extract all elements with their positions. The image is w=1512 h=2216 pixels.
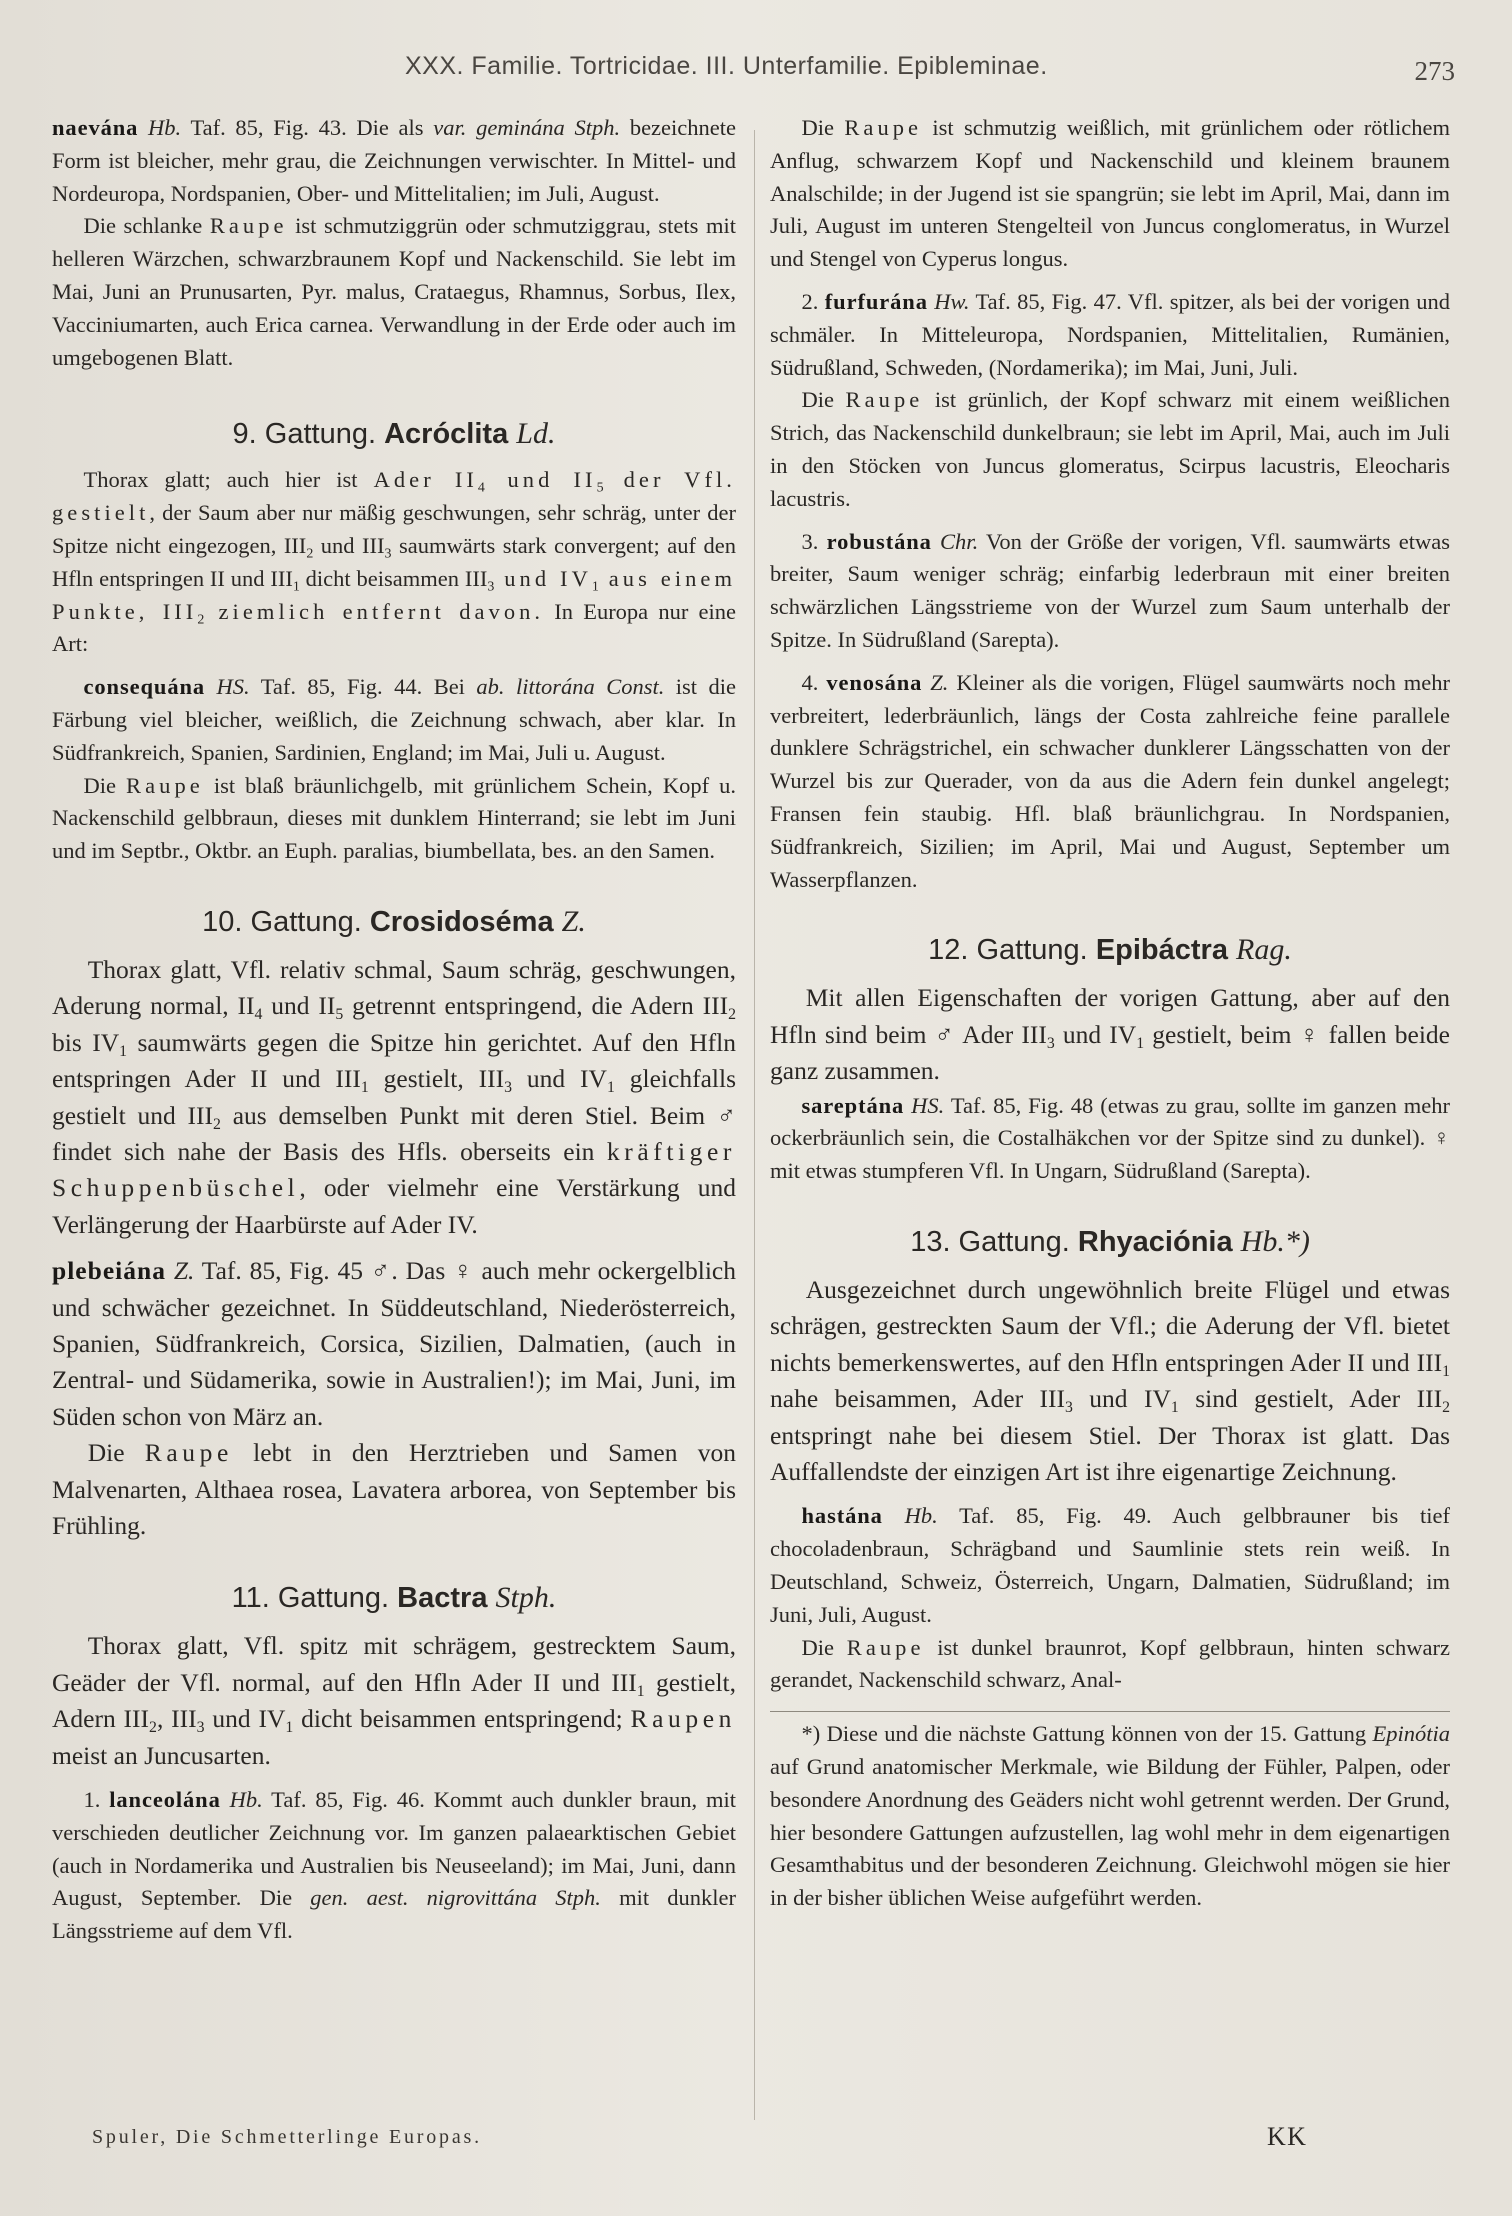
entry-text: Taf. 85, Fig. 49. Auch gelbbrauner bis tief chocoladenbraun, Schrägband und Saumlinie stets rein weiß. In Deutschland, Schweiz, Österreich, Ungarn, Dalmatien, Südrußland; im Juni, Juli, August.	[770, 1503, 1450, 1627]
publisher-line: Spuler, Die Schmetterlinge Europas.	[92, 2126, 482, 2148]
column-divider	[754, 130, 755, 2120]
vein-index: 3	[504, 1079, 512, 1097]
species-author: Chr.	[940, 528, 979, 554]
desc-text: Thorax glatt, Vfl. relativ schmal, Saum schräg, geschwungen, Aderung normal, II	[52, 954, 736, 1021]
desc-text: und IV	[1054, 1019, 1137, 1049]
species-author: Hb.	[229, 1787, 263, 1813]
desc-text: entspringt nahe bei diesem Stiel. Der Thorax ist glatt. Das Auffallendste der einzigen Art ist ihre eigenartige Zeichnung.	[770, 1420, 1450, 1486]
vein-index: 3	[1046, 1034, 1055, 1052]
larva-term: Raupe	[144, 1438, 233, 1468]
aberration-name: ab. littorána Const.	[476, 674, 665, 700]
entry-text: bezeichnete Form ist bleicher, mehr grau, die Zeichnungen verwischter. In Mittel- und Nordeuropa, Nordspanien, Ober- und Mittelitalien; im Juli, August.	[52, 115, 736, 206]
entry-hastana	[770, 1500, 1450, 1631]
larva-text: ist dunkel braunrot, Kopf gelbbraun, hinten schwarz gerandet, Nackenschild schwarz, Anal-	[770, 1634, 1450, 1693]
genus-description-11	[52, 1628, 736, 1774]
desc-text: bis IV	[52, 1027, 120, 1057]
species-name: naevána	[52, 115, 139, 140]
vein-index: 1	[636, 1682, 645, 1700]
genus-number: 10. Gattung.	[202, 905, 362, 938]
genus-heading-12	[770, 930, 1450, 970]
entry-text: Taf. 85, Fig. 48 (etwas zu grau, sollte im ganzen mehr ockerbräunlich sein, die Costalhäkchen vor der Spitze sind zu dunkel). ♀ mit etwas stumpferen Vfl. In Ungarn, Südrußland (Sarepta).	[770, 1092, 1451, 1184]
species-number: 2.	[801, 288, 819, 314]
larva-term: Raupe	[846, 1634, 925, 1660]
desc-text: und II	[262, 991, 336, 1021]
entry-furfurana	[770, 286, 1450, 384]
genus-author: Ld.	[516, 417, 556, 451]
generation-name: gen. aest. nigrovittána Stph.	[310, 1885, 601, 1911]
vein-index: 2	[728, 1006, 736, 1024]
species-name: sareptána	[801, 1092, 905, 1118]
desc-text: dicht beisammen III	[299, 565, 488, 591]
vein-index: 2	[1442, 1399, 1450, 1417]
vein-index: 1	[1442, 1362, 1450, 1380]
species-number: 4.	[801, 669, 819, 695]
variety-name: var. geminána Stph.	[433, 115, 621, 140]
species-name: venosána	[826, 669, 923, 695]
species-author: HS.	[216, 674, 250, 700]
signature-mark: KK	[1267, 2122, 1308, 2151]
genus-description-9	[52, 464, 736, 661]
species-number: 1.	[83, 1787, 101, 1813]
desc-text: In Europa nur eine Art:	[52, 598, 736, 657]
species-author: Z.	[173, 1256, 195, 1286]
vein-index: 3	[1064, 1399, 1073, 1417]
entry-lanceolana	[52, 1784, 736, 1948]
vein-index: 1	[606, 1079, 615, 1097]
vein-index: 3	[384, 546, 392, 562]
genus-heading-11	[52, 1578, 736, 1618]
desc-text: getrennt entspringend, die Adern III	[343, 991, 729, 1021]
vein-index: 1	[360, 1079, 369, 1097]
species-author: Hw.	[934, 288, 970, 314]
genus-author: Hb.*)	[1240, 1224, 1310, 1258]
page-number: 273	[1414, 56, 1455, 86]
species-name: furfurána	[824, 288, 928, 314]
entry-text: Taf. 85, Fig. 47. Vfl. spitzer, als bei der vorigen und schmäler. In Mitteleuropa, Nordspanien, Mittelitalien, Rumänien, Südrußland, Schweden, (Nordamerika); im Mai, Juni, Juli.	[770, 288, 1451, 380]
genus-number: 11. Gattung.	[231, 1582, 390, 1615]
genus-name: Epibáctra	[1095, 934, 1228, 967]
footnote	[770, 1711, 1450, 1915]
entry-consequana	[52, 671, 736, 769]
larva-text: ist blaß bräunlichgelb, mit grünlichem Schein, Kopf u. Nackenschild gelbbraun, dieses mit dunklem Hinterrand; sie lebt im Juni und im Septbr., Oktbr. an Euph. paralias, biumbellata, bes. an den Samen.	[52, 772, 736, 864]
desc-text: und III	[313, 532, 385, 558]
desc-text: aus demselben Punkt mit deren Stiel. Beim ♂ findet sich nahe der Basis des Hfls. oberseits ein	[52, 1100, 736, 1166]
desc-text: Ausgezeichnet durch ungewöhnlich breite Flügel und etwas schrägen, gestreckten Saum der Vfl.; die Aderung der Vfl. bietet nichts bemerkenswertes, auf den Hfln entspringen Ader II und III	[770, 1274, 1450, 1377]
larva-paragraph	[52, 770, 736, 868]
vein-index: 1	[591, 579, 599, 595]
larva-paragraph	[52, 210, 736, 374]
species-name: lanceolána	[109, 1787, 221, 1813]
left-column	[52, 112, 736, 1948]
vein-index: 3	[487, 579, 495, 595]
genus-description-13	[770, 1272, 1450, 1490]
entry-text: Taf. 85, Fig. 44. Bei	[249, 674, 477, 700]
larva-text: ist grünlich, der Kopf schwarz mit einem weißlichen Strich, das Nackenschild dunkelbraun; sie lebt im April, Mai, auch im Juli in den Stöcken von Juncus glomeratus, Scirpus lacustris, Eleocharis lacustris.	[770, 387, 1450, 511]
larva-paragraph	[770, 384, 1450, 515]
larva-text: ist schmutzig weißlich, mit grünlichem oder rötlichem Anflug, schwarzem Kopf und Nackenschild und kleinem braunem Analschilde; in der Jugend ist sie spangrün; sie lebt im April, Mai, dann im Juli, August im unteren Stengelteil von Juncus conglomeratus, in Wurzel und Stengel von Cyperus longus.	[770, 115, 1450, 272]
right-column	[770, 112, 1450, 1915]
genus-author: Stph.	[495, 1581, 557, 1615]
larva-paragraph	[770, 112, 1450, 276]
desc-text: saumwärts stark convergent; auf den Hfln entspringen II und III	[52, 532, 737, 591]
genus-number: 12. Gattung.	[928, 934, 1088, 967]
page-header	[405, 52, 1455, 96]
desc-text: dicht beisammen entspringend;	[293, 1704, 631, 1734]
entry-text: ist die Färbung viel bleicher, weißlich, die Zeichnung schwach, aber klar. In Südfrankreich, Spanien, Sardinien, England; im Mai, Juli u. August.	[52, 674, 737, 765]
species-name: hastána	[801, 1503, 883, 1529]
desc-spaced: kräftiger Schuppenbüschel	[52, 1136, 736, 1203]
entry-plebeiana	[52, 1253, 736, 1435]
genus-name: Rhyaciónia	[1077, 1225, 1233, 1258]
entry-text: Taf. 85, Fig. 46. Kommt auch dunkler braun, mit verschieden deutlicher Zeichnung vor. Im ganzen palaearktischen Gebiet (auch in Nordamerika und Australien bis Neuseeland); im Mai, Juni, dann August, September. Die	[52, 1787, 737, 1911]
desc-text: , III	[156, 1704, 197, 1734]
entry-text: Kleiner als die vorigen, Flügel saumwärts noch mehr verbreitert, lederbräunlich, längs der Costa zahlreiche feine parallele dunklere Schrägstrichel, ein schwacher dunklerer Längsschatten von der Wurzel bis zur Querader, von da aus die Adern fein dunkel angelegt; Fransen fein staubig. Hfl. blaß bräunlichgrau. In Nordspanien, Südfrankreich, Sizilien; im April, Mai und August, September um Wasserpflanzen.	[770, 669, 1450, 892]
desc-text: , oder vielmehr eine Verstärkung und Verlängerung der Haarbürste auf Ader IV.	[52, 1173, 736, 1239]
genus-author: Rag.	[1236, 933, 1292, 967]
desc-text: nahe beisammen, Ader III	[770, 1384, 1065, 1414]
species-author: Z.	[930, 669, 949, 695]
genus-name: Acróclita	[384, 418, 509, 451]
larva-term: Raupen	[630, 1704, 736, 1734]
species-name: plebeiána	[52, 1256, 167, 1286]
desc-text: und IV	[204, 1704, 286, 1734]
running-title: XXX. Familie. Tortricidae. III. Unterfamilie. Epibleminae.	[405, 52, 1048, 80]
entry-text: mit dunkler Längsstrieme auf dem Vfl.	[52, 1885, 736, 1944]
desc-text: saumwärts gegen die Spitze hin gerichtet. Auf den Hfln entspringen Ader II und III	[52, 1027, 737, 1094]
vein-index: 5	[596, 480, 604, 496]
vein-index: 3	[196, 1719, 205, 1737]
desc-text: meist an Juncusarten.	[52, 1740, 271, 1770]
larva-term: Raupe	[845, 387, 924, 413]
desc-spaced: Ader II	[373, 467, 478, 493]
vein-index: 5	[335, 1006, 344, 1024]
desc-spaced: aus einem Punkte, III	[52, 565, 737, 624]
genus-name: Crosidoséma	[369, 905, 554, 938]
footnote-body: auf Grund anatomischer Merkmale, wie Bildung der Fühler, Palpen, oder besondere Anordnung des Geäders nicht wohl getrennt werden. Der Grund, hier besondere Gattungen aufzustellen, lag wohl mehr in dem eigenartigen Gesamthabitus und der besonderen Zeichnung. Gleichwohl mögen sie hier in der bisher üblichen Weise aufgeführt werden.	[770, 1753, 1450, 1911]
species-number: 3.	[801, 528, 819, 554]
entry-naevana	[52, 112, 736, 210]
desc-spaced: und IV	[494, 565, 592, 591]
vein-index: 2	[306, 546, 314, 562]
desc-text: Mit allen Eigenschaften der vorigen Gattung, aber auf den Hfln sind beim ♂ Ader III	[770, 983, 1450, 1049]
genus-heading-13	[770, 1222, 1450, 1262]
desc-spaced: der Vfl. gestielt	[52, 467, 736, 526]
entry-text: Von der Größe der vorigen, Vfl. saumwärts etwas breiter, Saum weniger schräg; einfarbig lederbraun mit einer breiten schwärzlichen Längsstrieme von der Wurzel zum Saum unterhalb der Spitze. In Südrußland (Sarepta).	[770, 528, 1451, 652]
larva-term: Raupe	[844, 115, 923, 140]
entry-robustana	[770, 526, 1450, 657]
vein-index: 4	[477, 480, 488, 496]
species-name: consequána	[83, 674, 206, 700]
desc-text: gestielt, III	[368, 1064, 505, 1094]
desc-text: und IV	[512, 1064, 607, 1094]
larva-paragraph	[52, 1435, 736, 1544]
larva-text: ist schmutziggrün oder schmutziggrau, stets mit helleren Wärzchen, schwarzbraunem Kopf und Nackenschild. Sie lebt im Mai, Juni an Prunusarten, Pyr. malus, Crataegus, Rhamnus, Sorbus, Ilex, Vacciniumarten, auch Erica carnea. Verwandlung in der Erde oder auch im umgebogenen Blatt.	[52, 213, 736, 370]
footnote-text	[770, 1718, 1450, 1915]
page-footer	[92, 2122, 1452, 2160]
desc-text: sind gestielt, Ader III	[1178, 1384, 1443, 1414]
desc-text: Thorax glatt, Vfl. spitz mit schrägem, gestrecktem Saum, Geäder der Vfl. normal, auf den Hfln Ader II und III	[52, 1631, 736, 1697]
entry-sareptana	[770, 1090, 1450, 1188]
larva-text: Die	[801, 1634, 847, 1660]
vein-index: 2	[197, 612, 205, 628]
vein-index: 1	[1136, 1034, 1145, 1052]
larva-text: Die	[801, 387, 846, 413]
entry-text: Taf. 85, Fig. 43. Die als	[181, 115, 434, 140]
larva-text: lebt in den Herztrieben und Samen von Malvenarten, Althaea rosea, Lavatera arborea, von September bis Frühling.	[52, 1438, 736, 1541]
desc-text: und IV	[1072, 1384, 1171, 1414]
vein-index: 4	[254, 1006, 263, 1024]
genus-number: 13. Gattung.	[910, 1225, 1070, 1258]
larva-text: Die	[87, 1438, 145, 1468]
species-author: HS.	[911, 1092, 945, 1118]
entry-text: Taf. 85, Fig. 45 ♂. Das ♀ auch mehr ockergelblich und schwächer gezeichnet. In Süddeutschland, Niederösterreich, Spanien, Südfrankreich, Corsica, Sizilien, Dalmatien, (auch in Zentral- und Südamerika, sowie in Australien!); im Mai, Juni, im Süden schon von März an.	[52, 1256, 736, 1431]
vein-index: 1	[1170, 1399, 1179, 1417]
desc-text: gestielt, Adern III	[52, 1667, 736, 1734]
larva-text: Die	[83, 772, 127, 798]
desc-text: , der Saum aber nur mäßig geschwungen, sehr schräg, unter der Spitze nicht eingezogen, III	[52, 500, 736, 558]
genus-name: Bactra	[397, 1582, 488, 1615]
genus-number: 9. Gattung.	[232, 418, 377, 451]
species-author: Hb.	[148, 115, 182, 140]
vein-index: 2	[212, 1115, 221, 1133]
desc-text: gleichfalls gestielt und III	[52, 1064, 736, 1130]
genus-description-10	[52, 952, 736, 1243]
desc-spaced: ziemlich entfernt davon.	[204, 598, 545, 624]
species-name: robustána	[826, 528, 932, 554]
entry-venosana	[770, 667, 1450, 897]
species-author: Hb.	[904, 1503, 938, 1529]
footnote-genus: Epinótia	[1372, 1721, 1450, 1747]
genus-heading-9	[52, 414, 736, 454]
vein-index: 1	[119, 1042, 128, 1060]
genus-heading-10	[52, 902, 736, 942]
vein-index: 1	[292, 579, 300, 595]
desc-spaced: und II	[487, 467, 597, 493]
larva-text: Die	[801, 115, 845, 140]
desc-text: Thorax glatt; auch hier ist	[83, 467, 374, 493]
vein-index: 1	[285, 1719, 294, 1737]
larva-paragraph	[770, 1632, 1450, 1698]
desc-text: gestielt, beim ♀ fallen beide ganz zusammen.	[770, 1019, 1450, 1086]
footnote-body: *) Diese und die nächste Gattung können von der 15. Gattung	[801, 1721, 1373, 1747]
larva-term: Raupe	[126, 772, 204, 798]
vein-index: 2	[149, 1719, 157, 1737]
larva-text: Die schlanke	[83, 213, 210, 239]
genus-description-12	[770, 980, 1450, 1089]
larva-term: Raupe	[209, 213, 288, 239]
genus-author: Z.	[561, 904, 586, 938]
